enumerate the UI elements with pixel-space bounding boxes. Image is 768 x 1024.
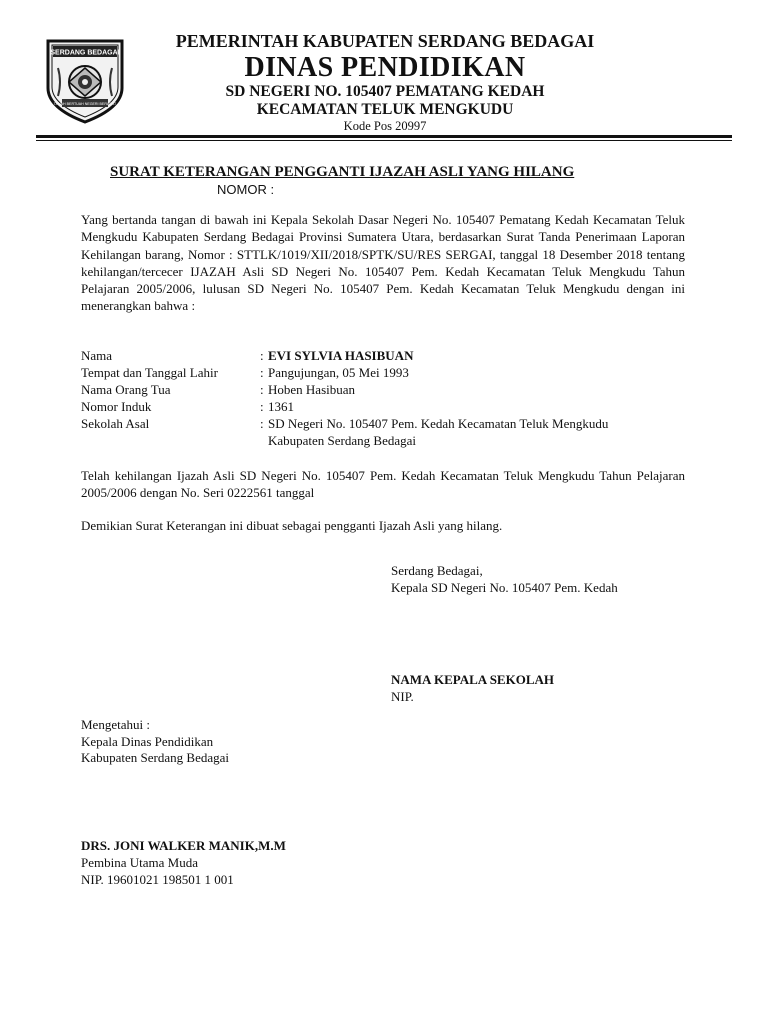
acknowledger-name: DRS. JONI WALKER MANIK,M.M	[81, 838, 286, 853]
student-name: EVI SYLVIA HASIBUAN	[268, 348, 414, 363]
school-of-origin: SD Negeri No. 105407 Pem. Kedah Kecamatan Teluk Mengkudu	[268, 416, 609, 431]
signature-position: Kepala SD Negeri No. 105407 Pem. Kedah	[391, 580, 618, 595]
field-separator: :	[260, 382, 264, 397]
field-separator: :	[260, 416, 264, 431]
postal-code: Kode Pos 20997	[343, 119, 427, 133]
field-label: Nama	[81, 348, 113, 363]
emblem-motto: TANAH BERTUAH NEGERI BERADAT	[53, 102, 117, 106]
field-separator: :	[260, 348, 264, 363]
field-separator: :	[260, 399, 264, 414]
signatory-name: NAMA KEPALA SEKOLAH	[391, 672, 555, 687]
field-separator: :	[260, 365, 264, 380]
acknowledger-rank: Pembina Utama Muda	[81, 855, 198, 870]
government-name: PEMERINTAH KABUPATEN SERDANG BEDAGAI	[175, 31, 595, 51]
statement-paragraph: Telah kehilangan Ijazah Asli SD Negeri No. 105407 Pem. Kedah Kecamatan Teluk Mengkudu Tahun Pelajaran 2005/2006 dengan No. Seri 0222561 tanggal	[81, 468, 685, 501]
letterhead-divider-thin	[36, 140, 732, 141]
parent-name: Hoben Hasibuan	[268, 382, 356, 397]
field-label: Sekolah Asal	[81, 416, 150, 431]
letterhead-divider-thick	[36, 135, 732, 138]
intro-paragraph: Yang bertanda tangan di bawah ini Kepala Sekolah Dasar Negeri No. 105407 Pematang Kedah Kecamatan Teluk Mengkudu Kabupaten Serdang Bedagai Provinsi Sumatera Utara, berdasarkan Surat Tanda Penerimaan Laporan Kehilangan barang, Nomor : STTLK/1019/XII/2018/SPTK/SU/RES SERGAI, tanggal 18 Desember 2018 tentang kehilangan/tercecer IJAZAH Asli SD Negeri No. 105407 Pem. Kedah Kecamatan Teluk Mengkudu Tahun Pelajaran 2005/2006, lulusan SD Negeri No. 105407 Pem. Kedah Kecamatan Teluk Mengkudu dengan ini menerangkan bahwa :	[81, 212, 685, 314]
acknowledgement-label: Mengetahui :	[81, 717, 150, 732]
agency-name: DINAS PENDIDIKAN	[244, 52, 526, 83]
signature-place: Serdang Bedagai,	[391, 563, 483, 578]
student-id-number: 1361	[268, 399, 294, 414]
letter-number: NOMOR :	[217, 182, 275, 197]
signatory-nip: NIP.	[391, 689, 414, 704]
school-name: SD NEGERI NO. 105407 PEMATANG KEDAH	[225, 83, 545, 100]
regency-emblem-logo	[42, 38, 128, 124]
acknowledger-nip: NIP. 19601021 198501 1 001	[81, 872, 234, 887]
acknowledger-position: Kepala Dinas Pendidikan	[81, 734, 214, 749]
field-label: Nama Orang Tua	[81, 382, 171, 397]
district-name: KECAMATAN TELUK MENGKUDU	[256, 101, 514, 118]
field-label: Nomor Induk	[81, 399, 152, 414]
field-label: Tempat dan Tanggal Lahir	[81, 365, 218, 380]
emblem-label: SERDANG BEDAGAI	[50, 49, 120, 57]
birth-place-date: Pangujungan, 05 Mei 1993	[268, 365, 409, 380]
letter-title: SURAT KETERANGAN PENGGANTI IJAZAH ASLI YANG HILANG	[110, 164, 575, 180]
acknowledger-position-cont: Kabupaten Serdang Bedagai	[81, 750, 230, 765]
closing-paragraph: Demikian Surat Keterangan ini dibuat sebagai pengganti Ijazah Asli yang hilang.	[81, 518, 503, 533]
school-of-origin-cont: Kabupaten Serdang Bedagai	[268, 433, 417, 448]
